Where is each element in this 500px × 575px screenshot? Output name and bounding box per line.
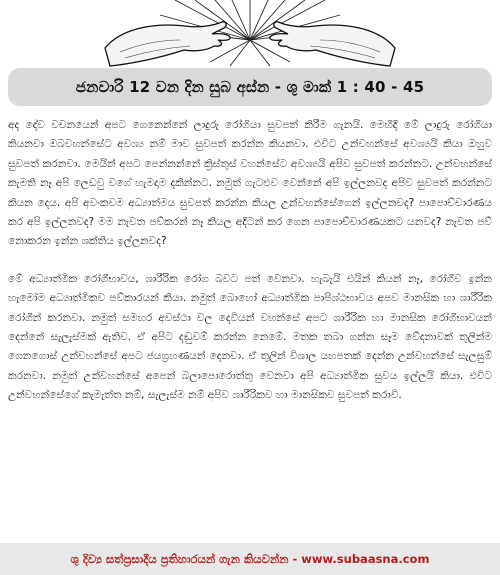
footer-banner	[0, 543, 500, 575]
header-illustration	[0, 0, 500, 68]
paragraph-2: මේ අධ්‍යාත්මික රෝගීභාවය, ශාරීරික රෝග බවට පත් වෙනවා. හැබැයි එයින් කියන් නෑ, රෝගීව ඉන්න හැමෝම අධ්‍යාත්මිකව පව්කාරයන් කියා. නමුත් බොහෝ අධ්‍යාත්මික පාපිශ්ඨභාවය අපව මානසික හා ශාරීරික රෝගීන් කරනවා. නමුත් සමහර අවස්ථා වල දෙවියන් වහන්සේ අපට ශාරීරික හා මානසික රෝගීභාවයන් දෙන්නේ සැලැස්මක් ඇතිව. ඒ අපිට දඬුවම් කරන්න නෙමේ. මතක තබා ගන්න සෑම වේදනාවක් තුලින්ම ගෙනගොස් උන්වහන්සේ අපට ජයග්‍රහණයන් දෙනවා. ඒ තුලින් විශාල යහපතක් දෙන්න උන්වහන්සේ සැලසුම් කරනවා. නමුත් උන්වහන්සේ අපෙන් බලාපොරොත්තු වෙනවා අපි අධ්‍යාත්මික සුවය ඉල්ලයි කියා. එවිට උන්වහන්සේගේ කැමැත්ත නම්, සැලැස්ම නම් අපිව ශාරීරිකව හා මානසිකව සුවපත් කරාවි.	[8, 272, 492, 402]
paragraph-1: අද දේව වචනයෙන් අපට ගෙනෙන්නේ ලාදුරු රෝගියා සුවපත් කිරීම ගැනයි. මෙහිදි මේ ලාදුරු රෝගියා කියනවා ඔබවහන්සේට අවශ්‍ය නම් මාව සුවපත් කරන්න කියනවා. එවිට උන්වහන්සේ අවශ්‍යයි කියා ඔහුව සුවපත් කරනවා. මෙයින් අපට පෙන්නන්නේ ක්‍රිස්තුස් වහන්සේට අවශ්‍යයි අපිව සුවපත් කරන්නට. උන්වහන්සේ කැමති නෑ අපි ලෙඩවු වගේ හැමදාම දකින්නට. නමුත් ගැටළුව වෙන්නේ අපි ඉල්ලනවද අපිව සුවපත් කරන්නට කියන දෙය. අපි අවංකවම අධ්‍යාත්මය සුවපත් කරන්න කියල උන්වහන්සේගෙන් ඉල්ලනවද? පාපොච්චාරණය කර අපි ඉල්ලනවද? මම නැවත පව්කරන් නෑ කියල අදිටන් කර ගෙන පාපොච්චාරණයකට යනවද? නැවත පව් නොකරන ඉන්න ශක්තිය ඉල්ලනවද?	[8, 119, 492, 248]
title-bar	[8, 68, 492, 106]
article-body	[8, 116, 492, 406]
footer-link-text[interactable]: ශු දිව්‍ය සත්ප්‍රසාදීය ප්‍රතිහාරයන් ගැන කියවන්න - www.subaasna.com	[70, 551, 430, 566]
page-title: ජනවාරි 12 වන දින සුබ අස්න - ශු මාක් 1 : 40 - 45	[75, 78, 425, 96]
hands-rays-drawing	[0, 0, 500, 68]
